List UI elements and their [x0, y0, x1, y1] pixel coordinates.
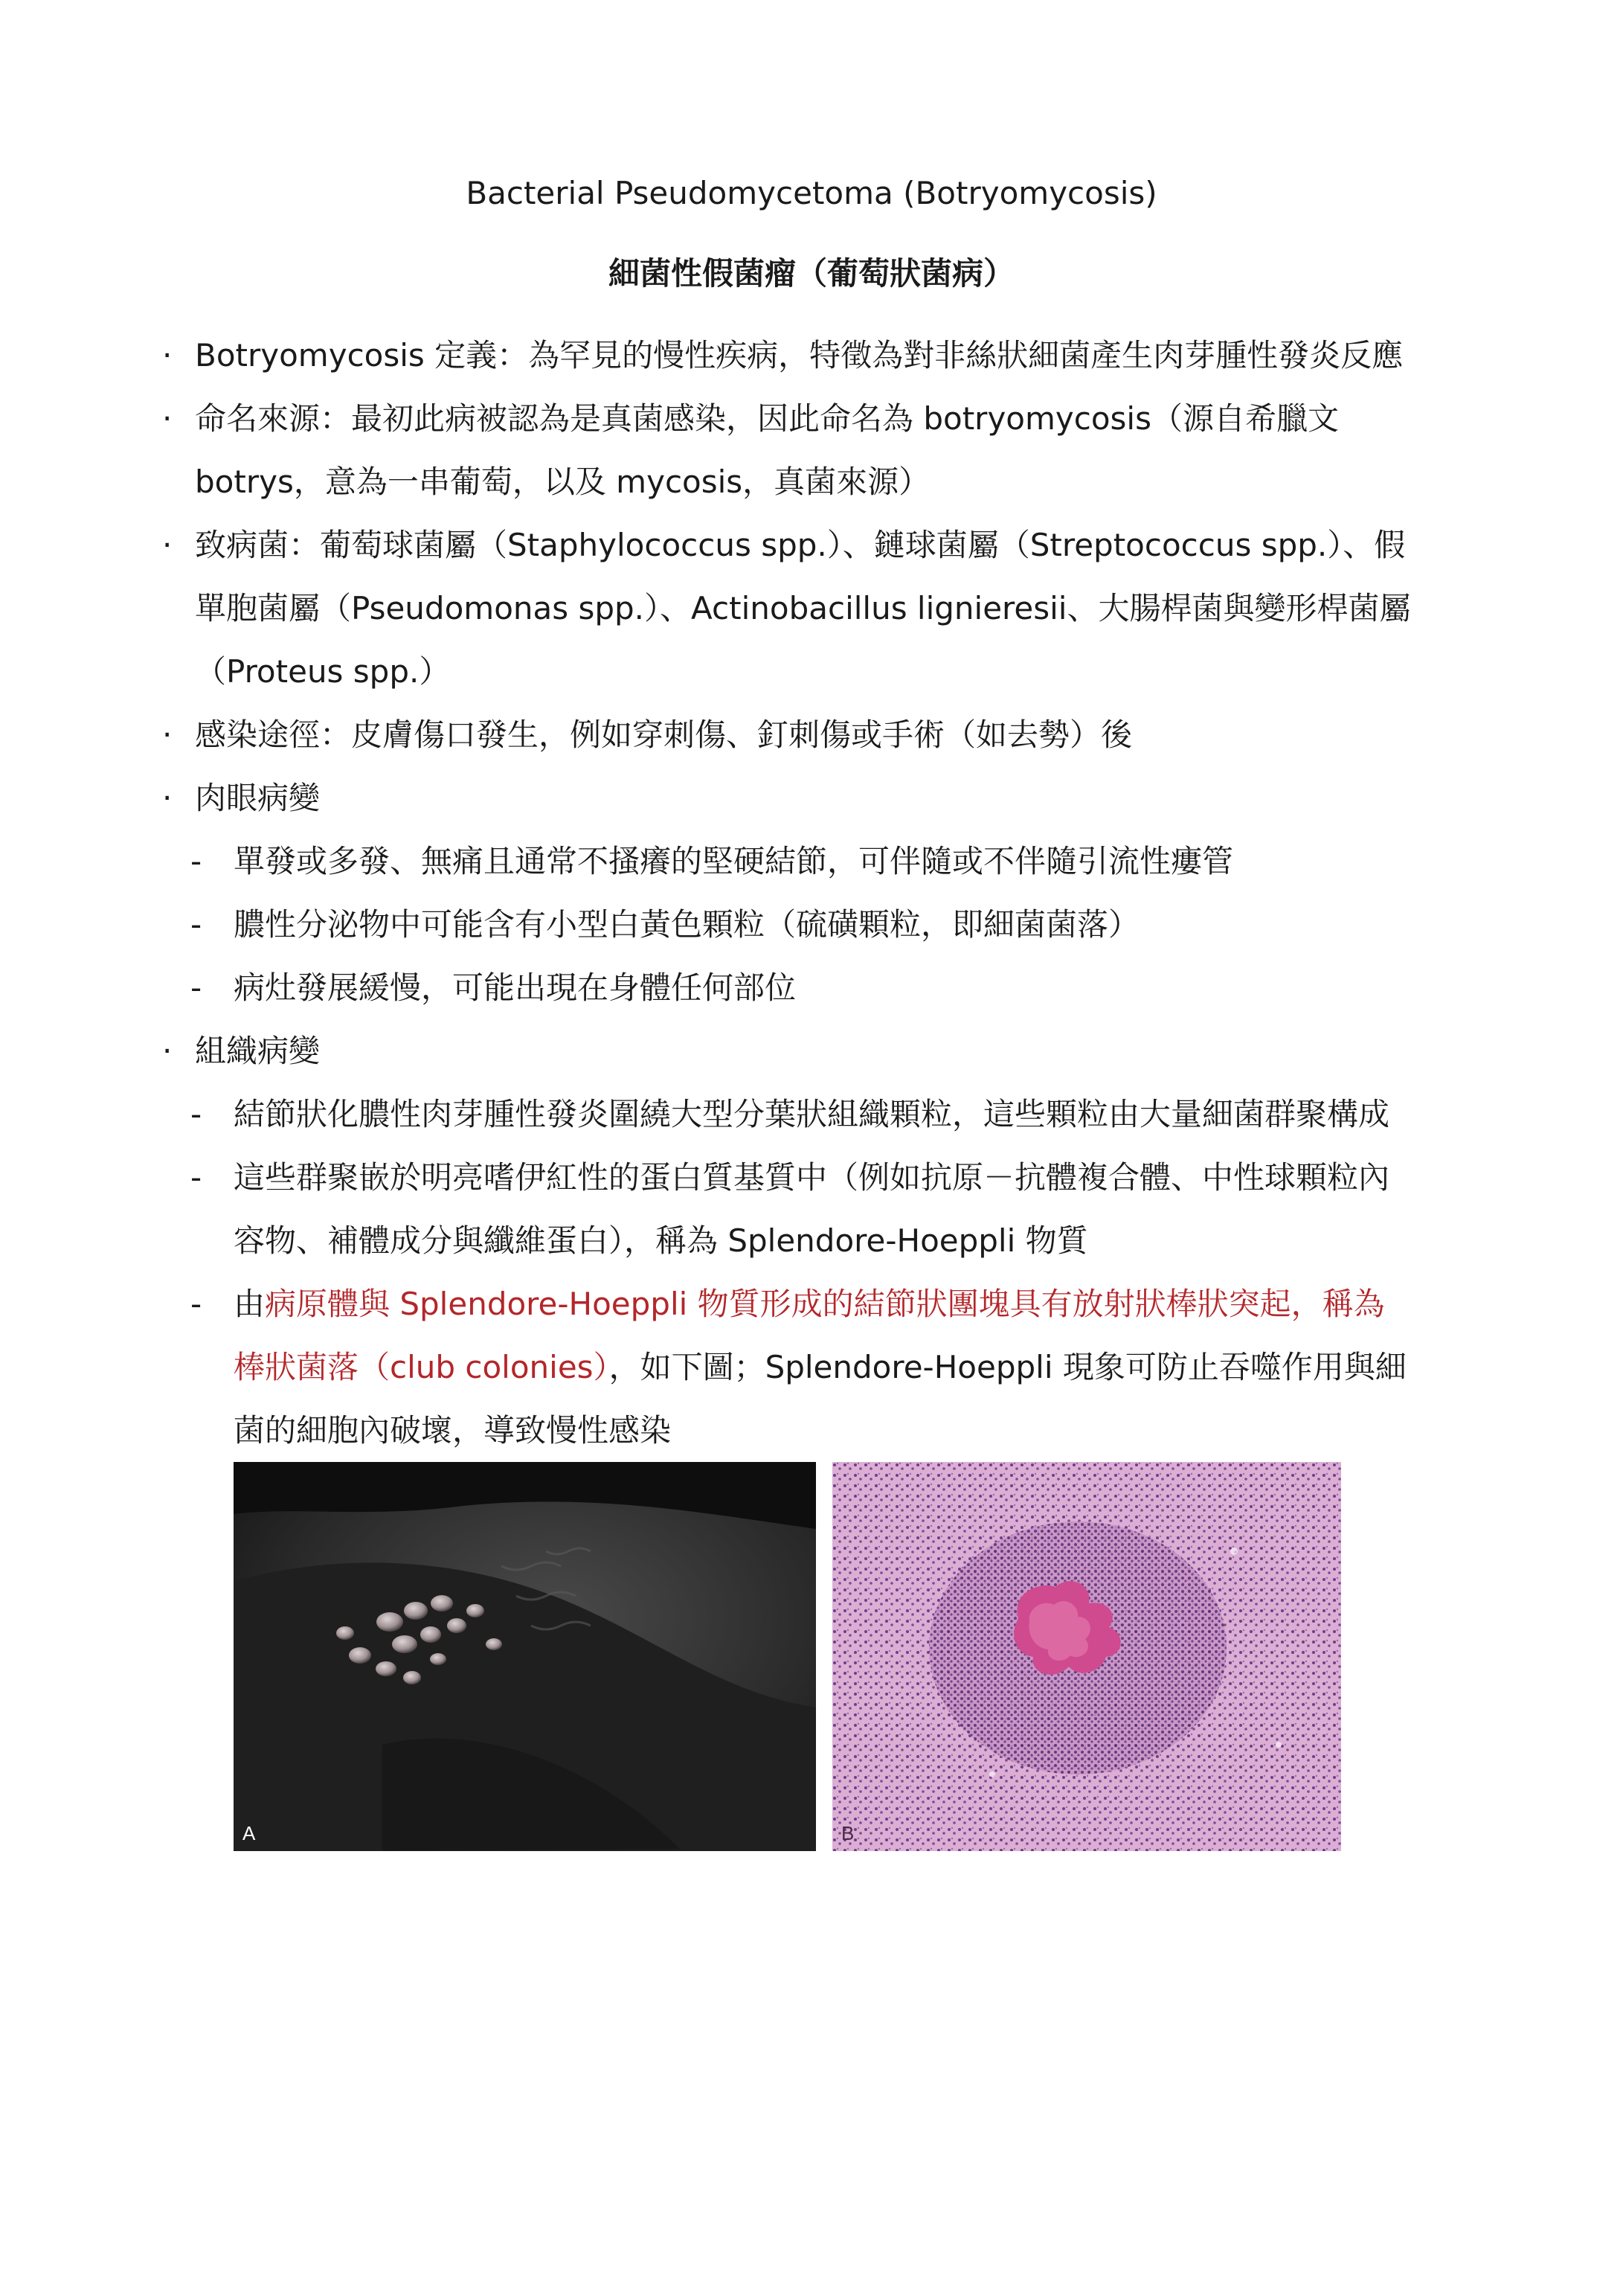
bullet-text: 單胞菌屬（Pseudomonas spp.）、Actinobacillus lignieresii、大腸桿菌與變形桿菌屬 [195, 590, 1411, 626]
dash-marker: - [190, 843, 202, 879]
bullet-marker: · [162, 527, 173, 563]
dash-marker: - [190, 1159, 202, 1196]
bullet-text: 肉眼病變 [195, 780, 321, 816]
figure-label-a: A [242, 1822, 256, 1844]
sub-item-text: 菌的細胞內破壞，導致慢性感染 [234, 1412, 672, 1449]
sub-item-text: 結節狀化膿性肉芽腫性發炎圍繞大型分葉狀組織顆粒，這些顆粒由大量細菌群聚構成 [234, 1096, 1390, 1132]
plain-text: 由 [234, 1286, 266, 1322]
page-title-english: Bacterial Pseudomycetoma (Botryomycosis) [466, 175, 1157, 211]
bullet-marker: · [162, 1033, 173, 1069]
gross-lesion-image [234, 1462, 816, 1851]
bullet-marker: · [162, 780, 173, 816]
plain-text: ，如下圖；Splendore-Hoeppli 現象可防止吞噬作用與細 [608, 1349, 1407, 1385]
highlighted-text: 棒狀菌落（club colonies） [234, 1349, 609, 1385]
sub-item-text: 單發或多發、無痛且通常不搔癢的堅硬結節，可伴隨或不伴隨引流性瘻管 [234, 843, 1234, 879]
bullet-marker: · [162, 716, 173, 753]
bullet-text: Botryomycosis 定義：為罕見的慢性疾病，特徵為對非絲狀細菌產生肉芽腫性發炎反應 [195, 337, 1404, 373]
bullet-marker: · [162, 400, 173, 437]
bullet-text: 感染途徑：皮膚傷口發生，例如穿刺傷、釘刺傷或手術（如去勢）後 [195, 716, 1133, 753]
dash-marker: - [190, 969, 202, 1006]
dash-marker: - [190, 906, 202, 943]
sub-item-text: 膿性分泌物中可能含有小型白黃色顆粒（硫磺顆粒，即細菌菌落） [234, 906, 1140, 943]
bullet-text: botrys，意為一串葡萄，以及 mycosis，真菌來源） [195, 464, 931, 500]
page-title-chinese: 細菌性假菌瘤（葡萄狀菌病） [608, 255, 1015, 292]
bullet-text: （Proteus spp.） [195, 653, 451, 690]
sub-item-text: 這些群聚嵌於明亮嗜伊紅性的蛋白質基質中（例如抗原－抗體複合體、中性球顆粒內 [234, 1159, 1390, 1196]
histology-image [832, 1462, 1341, 1851]
figure-label-b: B [841, 1822, 855, 1844]
sub-item-text-mixed [234, 1345, 1407, 1390]
sub-item-text: 容物、補體成分與纖維蛋白），稱為 Splendore-Hoeppli 物質 [234, 1222, 1088, 1259]
sub-item-text-mixed [234, 1282, 1385, 1327]
sub-item-text: 病灶發展緩慢，可能出現在身體任何部位 [234, 969, 797, 1006]
bullet-text: 命名來源：最初此病被認為是真菌感染，因此命名為 botryomycosis（源自希臘文 [195, 400, 1339, 437]
bullet-text: 組織病變 [195, 1033, 321, 1069]
bullet-marker: · [162, 337, 173, 373]
bullet-text: 致病菌：葡萄球菌屬（Staphylococcus spp.）、鏈球菌屬（Streptococcus spp.）、假 [195, 527, 1406, 563]
dash-marker: - [190, 1286, 202, 1322]
figure-a-gross-photo [234, 1462, 816, 1851]
dash-marker: - [190, 1096, 202, 1132]
figure-b-histology [832, 1462, 1341, 1851]
highlighted-text: 病原體與 Splendore-Hoeppli 物質形成的結節狀團塊具有放射狀棒狀突起，稱為 [265, 1286, 1385, 1322]
